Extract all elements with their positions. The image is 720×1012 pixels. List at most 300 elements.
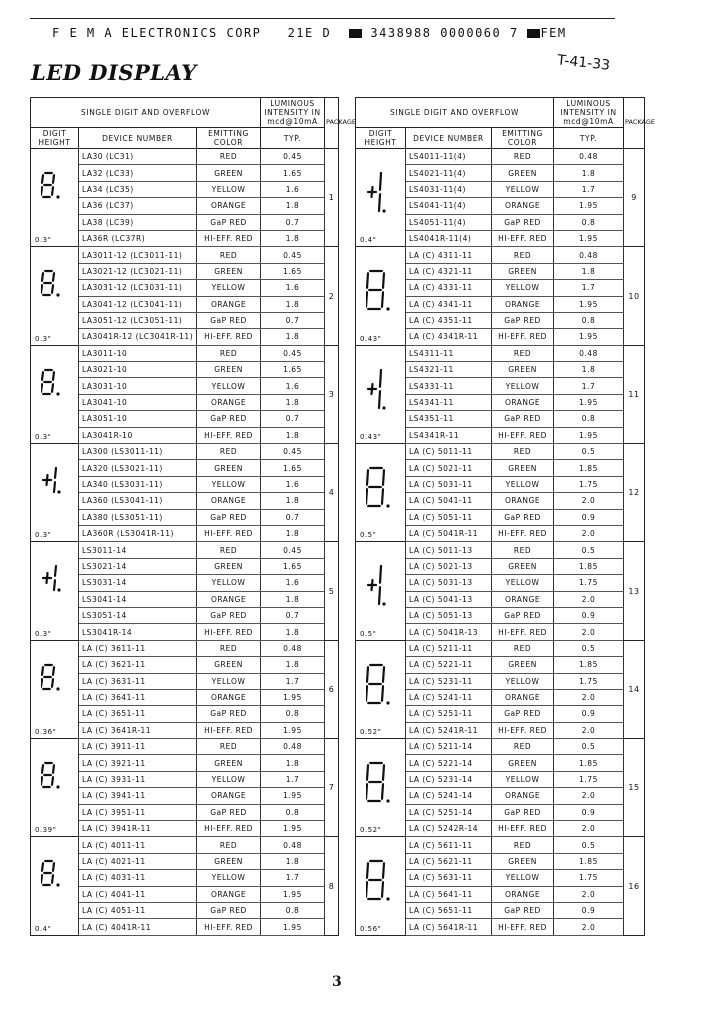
luminous-typ-cell: 0.9 (554, 706, 624, 722)
emitting-color-cell: RED (492, 837, 554, 853)
luminous-typ-cell: 1.85 (554, 558, 624, 574)
luminous-typ-cell: 1.65 (261, 362, 325, 378)
emitting-color-cell: YELLOW (197, 771, 261, 787)
header-fem-code: FEM (540, 26, 567, 40)
luminous-typ-cell: 0.8 (261, 804, 325, 820)
luminous-typ-cell: 0.5 (554, 444, 624, 460)
emitting-color-cell: HI-EFF. RED (492, 821, 554, 837)
luminous-typ-cell: 0.48 (554, 149, 624, 165)
luminous-typ-cell: 1.95 (261, 788, 325, 804)
emitting-color-cell: HI-EFF. RED (197, 821, 261, 837)
luminous-typ-cell: 1.95 (554, 198, 624, 214)
luminous-typ-cell: 1.8 (261, 198, 325, 214)
luminous-typ-cell: 1.85 (554, 755, 624, 771)
emitting-color-cell: ORANGE (197, 394, 261, 410)
luminous-typ-cell: 0.7 (261, 214, 325, 230)
table-row (356, 444, 645, 460)
emitting-color-cell: GaP RED (492, 607, 554, 623)
luminous-header: LUMINOUS INTENSITY IN mcd@10mA (554, 98, 624, 128)
digit-height-value: 0.56" (360, 924, 382, 933)
package-number-cell: 9 (624, 149, 645, 247)
seven-segment-digit-icon (41, 663, 61, 691)
device-number-cell: LA (C) 5011-11 (406, 444, 492, 460)
digit-height-value: 0.3" (35, 531, 52, 540)
emitting-color-cell: RED (197, 542, 261, 558)
left-spec-table (30, 97, 357, 936)
package-number-cell: 7 (325, 739, 339, 837)
device-number-cell: LA (C) 4321-11 (406, 263, 492, 279)
device-number-cell: LA (C) 5211-14 (406, 739, 492, 755)
emitting-color-cell: GaP RED (197, 706, 261, 722)
emitting-color-cell: HI-EFF. RED (197, 525, 261, 541)
device-number-cell: LA (C) 5621-11 (406, 853, 492, 869)
luminous-typ-cell: 1.7 (261, 771, 325, 787)
device-number-cell: LS3051-14 (79, 607, 197, 623)
luminous-typ-cell: 1.6 (261, 575, 325, 591)
digit-height-value: 0.4" (360, 236, 377, 245)
device-number-cell: LA (C) 4031-11 (79, 870, 197, 886)
emitting-color-cell: ORANGE (197, 689, 261, 705)
device-number-cell: LA (C) 3931-11 (79, 771, 197, 787)
luminous-typ-cell: 1.8 (261, 296, 325, 312)
device-number-cell: LS4341-11 (406, 394, 492, 410)
device-number-cell: LA360 (LS3041-11) (79, 493, 197, 509)
luminous-typ-cell: 0.9 (554, 509, 624, 525)
luminous-typ-cell: 1.7 (261, 673, 325, 689)
package-header: PACKAGE (624, 98, 645, 149)
emitting-color-cell: YELLOW (492, 378, 554, 394)
luminous-typ-cell: 1.8 (261, 329, 325, 345)
emitting-color-cell: GREEN (492, 362, 554, 378)
device-number-cell: LA3041R-10 (79, 427, 197, 443)
luminous-typ-cell: 1.65 (261, 263, 325, 279)
device-number-cell: LA (C) 5221-11 (406, 657, 492, 673)
luminous-typ-cell: 0.45 (261, 542, 325, 558)
luminous-header: LUMINOUS INTENSITY IN mcd@10mA (261, 98, 325, 128)
device-number-cell: LA38 (LC39) (79, 214, 197, 230)
emitting-color-cell: ORANGE (197, 198, 261, 214)
luminous-typ-cell: 1.6 (261, 476, 325, 492)
plus-minus-one-overflow-icon (366, 368, 387, 410)
device-number-cell: LA (C) 5031-11 (406, 476, 492, 492)
emitting-color-cell: RED (197, 247, 261, 263)
emitting-color-cell: GREEN (492, 263, 554, 279)
luminous-typ-cell: 1.65 (261, 558, 325, 574)
luminous-typ-cell: 1.85 (554, 853, 624, 869)
header-code: 21E D (287, 26, 332, 40)
luminous-typ-cell: 1.95 (554, 230, 624, 246)
luminous-typ-cell: 0.45 (261, 345, 325, 361)
seven-segment-digit-icon (366, 466, 391, 508)
top-rule (30, 18, 615, 19)
emitting-color-cell: GREEN (197, 460, 261, 476)
luminous-typ-cell: 1.95 (261, 886, 325, 902)
seven-segment-digit-icon (366, 859, 391, 901)
handwritten-note: T-41-33 (556, 52, 611, 74)
table-row (356, 640, 645, 656)
luminous-typ-cell: 1.8 (261, 624, 325, 640)
emitting-color-cell: YELLOW (197, 673, 261, 689)
device-number-cell: LA (C) 3941R-11 (79, 821, 197, 837)
digit-height-value: 0.5" (360, 531, 377, 540)
emitting-color-cell: RED (197, 444, 261, 460)
emitting-color-cell: YELLOW (197, 280, 261, 296)
luminous-typ-cell: 1.7 (554, 280, 624, 296)
emitting-color-cell: GaP RED (492, 706, 554, 722)
device-number-cell: LA (C) 4341-11 (406, 296, 492, 312)
emitting-color-cell: GaP RED (492, 509, 554, 525)
device-number-cell: LS4051-11(4) (406, 214, 492, 230)
digit-height-value: 0.39" (35, 826, 57, 835)
table-row (356, 345, 645, 361)
luminous-typ-cell: 1.6 (261, 378, 325, 394)
luminous-typ-cell: 1.7 (554, 378, 624, 394)
emitting-color-cell: HI-EFF. RED (492, 624, 554, 640)
device-number-cell: LA36R (LC37R) (79, 230, 197, 246)
redaction-block (527, 29, 540, 38)
package-number-cell: 1 (325, 149, 339, 247)
digit-height-cell (356, 444, 406, 542)
table-row (356, 837, 645, 853)
device-number-cell: LS4351-11 (406, 411, 492, 427)
luminous-typ-cell: 0.48 (554, 247, 624, 263)
luminous-typ-cell: 1.95 (554, 427, 624, 443)
luminous-typ-cell: 0.48 (261, 739, 325, 755)
device-number-cell: LA (C) 4351-11 (406, 312, 492, 328)
device-number-cell: LA (C) 4051-11 (79, 902, 197, 918)
page-number: 3 (332, 974, 342, 990)
seven-segment-digit-icon (366, 269, 391, 311)
emitting-color-cell: RED (492, 247, 554, 263)
luminous-typ-cell: 1.75 (554, 575, 624, 591)
device-number-cell: LA (C) 3611-11 (79, 640, 197, 656)
luminous-typ-cell: 1.65 (261, 165, 325, 181)
emitting-color-cell: YELLOW (197, 870, 261, 886)
digit-height-value: 0.4" (35, 924, 52, 933)
emitting-color-cell: RED (197, 345, 261, 361)
device-number-cell: LA (C) 5611-11 (406, 837, 492, 853)
luminous-typ-cell: 2.0 (554, 493, 624, 509)
device-number-cell: LS3021-14 (79, 558, 197, 574)
luminous-typ-cell: 1.8 (261, 853, 325, 869)
emitting-color-cell: RED (492, 739, 554, 755)
luminous-typ-cell: 2.0 (554, 886, 624, 902)
table-row (356, 542, 645, 558)
device-number-cell: LS4341R-11 (406, 427, 492, 443)
device-number-cell: LA (C) 4311-11 (406, 247, 492, 263)
luminous-typ-cell: 0.8 (554, 312, 624, 328)
device-number-cell: LA360R (LS3041R-11) (79, 525, 197, 541)
package-number-cell: 10 (624, 247, 645, 345)
luminous-typ-cell: 0.48 (261, 640, 325, 656)
emitting-color-cell: HI-EFF. RED (492, 329, 554, 345)
emitting-color-cell: GREEN (197, 558, 261, 574)
seven-segment-digit-icon (41, 761, 61, 789)
luminous-typ-cell: 1.8 (554, 263, 624, 279)
digit-height-cell (356, 345, 406, 443)
device-number-cell: LA36 (LC37) (79, 198, 197, 214)
emitting-color-cell: GREEN (492, 755, 554, 771)
emitting-color-cell: HI-EFF. RED (197, 722, 261, 738)
emitting-color-cell: HI-EFF. RED (492, 722, 554, 738)
device-number-cell: LA (C) 5011-13 (406, 542, 492, 558)
seven-segment-digit-icon (41, 269, 61, 297)
emitting-color-cell: GaP RED (492, 411, 554, 427)
digit-height-cell (31, 739, 79, 837)
luminous-typ-cell: 1.8 (261, 591, 325, 607)
device-number-cell: LA34 (LC35) (79, 181, 197, 197)
device-number-cell: LA (C) 5021-11 (406, 460, 492, 476)
luminous-typ-cell: 1.7 (261, 870, 325, 886)
luminous-typ-cell: 1.75 (554, 476, 624, 492)
device-number-cell: LA (C) 5051-13 (406, 607, 492, 623)
emitting-color-cell: GREEN (197, 362, 261, 378)
package-number-cell: 11 (624, 345, 645, 443)
device-number-cell: LA3031-12 (LC3031-11) (79, 280, 197, 296)
package-number-cell: 15 (624, 739, 645, 837)
luminous-typ-cell: 1.95 (261, 722, 325, 738)
device-number-cell: LA (C) 5241-14 (406, 788, 492, 804)
emitting-color-cell: ORANGE (197, 886, 261, 902)
device-number-cell: LA (C) 3911-11 (79, 739, 197, 755)
luminous-typ-cell: 0.45 (261, 149, 325, 165)
table-row (31, 542, 339, 558)
device-number-cell: LA3011-10 (79, 345, 197, 361)
device-number-cell: LA (C) 3641-11 (79, 689, 197, 705)
device-number-cell: LA (C) 5631-11 (406, 870, 492, 886)
digit-height-cell (356, 640, 406, 738)
device-number-header: DEVICE NUMBER (79, 128, 197, 149)
luminous-typ-cell: 1.8 (261, 493, 325, 509)
device-number-cell: LA (C) 3631-11 (79, 673, 197, 689)
table-row (31, 837, 339, 853)
emitting-color-cell: YELLOW (492, 476, 554, 492)
digit-height-cell (31, 247, 79, 345)
device-number-cell: LA3041-12 (LC3041-11) (79, 296, 197, 312)
package-number-cell: 16 (624, 837, 645, 935)
package-number-cell: 14 (624, 640, 645, 738)
luminous-typ-cell: 0.7 (261, 509, 325, 525)
luminous-typ-cell: 1.6 (261, 280, 325, 296)
luminous-typ-cell: 1.65 (261, 460, 325, 476)
digit-height-value: 0.43" (360, 334, 382, 343)
device-number-cell: LA (C) 4041-11 (79, 886, 197, 902)
device-number-cell: LA (C) 3651-11 (79, 706, 197, 722)
device-number-cell: LS3041R-14 (79, 624, 197, 640)
emitting-color-cell: GaP RED (197, 509, 261, 525)
table-row (31, 640, 339, 656)
digit-height-cell (31, 542, 79, 640)
luminous-typ-cell: 1.8 (261, 230, 325, 246)
emitting-color-cell: GaP RED (197, 411, 261, 427)
emitting-color-cell: RED (492, 542, 554, 558)
device-number-cell: LS4041-11(4) (406, 198, 492, 214)
digit-height-value: 0.52" (360, 826, 382, 835)
device-number-cell: LS3041-14 (79, 591, 197, 607)
device-number-cell: LA3041-10 (79, 394, 197, 410)
luminous-typ-cell: 1.8 (261, 755, 325, 771)
emitting-color-cell: HI-EFF. RED (197, 919, 261, 935)
digit-height-value: 0.43" (360, 433, 382, 442)
company-name: F E M A ELECTRONICS CORP (52, 26, 262, 40)
device-number-cell: LA (C) 4341R-11 (406, 329, 492, 345)
digit-height-cell (356, 739, 406, 837)
emitting-color-cell: GREEN (197, 165, 261, 181)
emitting-color-cell: YELLOW (492, 575, 554, 591)
luminous-typ-cell: 2.0 (554, 624, 624, 640)
luminous-typ-cell: 2.0 (554, 689, 624, 705)
emitting-color-header: EMITTING COLOR (492, 128, 554, 149)
luminous-typ-cell: 1.95 (554, 296, 624, 312)
package-number-cell: 2 (325, 247, 339, 345)
device-number-cell: LA (C) 5241R-11 (406, 722, 492, 738)
luminous-typ-cell: 0.5 (554, 739, 624, 755)
device-number-cell: LA (C) 5051-11 (406, 509, 492, 525)
device-number-cell: LA (C) 5221-14 (406, 755, 492, 771)
emitting-color-cell: GREEN (197, 263, 261, 279)
emitting-color-cell: GaP RED (492, 804, 554, 820)
luminous-typ-cell: 1.75 (554, 771, 624, 787)
digit-height-value: 0.52" (360, 728, 382, 737)
device-number-cell: LA340 (LS3031-11) (79, 476, 197, 492)
luminous-typ-cell: 0.5 (554, 542, 624, 558)
luminous-typ-cell: 1.85 (554, 460, 624, 476)
emitting-color-header: EMITTING COLOR (197, 128, 261, 149)
emitting-color-cell: RED (197, 149, 261, 165)
device-number-cell: LS4031-11(4) (406, 181, 492, 197)
table-row (31, 149, 339, 165)
emitting-color-cell: HI-EFF. RED (197, 427, 261, 443)
emitting-color-cell: RED (197, 837, 261, 853)
luminous-typ-cell: 0.8 (261, 902, 325, 918)
luminous-typ-cell: 0.7 (261, 411, 325, 427)
luminous-typ-cell: 0.5 (554, 640, 624, 656)
emitting-color-cell: YELLOW (197, 476, 261, 492)
table-row (31, 739, 339, 755)
digit-height-cell (356, 149, 406, 247)
emitting-color-cell: RED (492, 345, 554, 361)
luminous-typ-cell: 0.7 (261, 607, 325, 623)
seven-segment-digit-icon (366, 761, 391, 803)
seven-segment-digit-icon (41, 859, 61, 887)
emitting-color-cell: GREEN (197, 657, 261, 673)
emitting-color-cell: GaP RED (197, 902, 261, 918)
package-number-cell: 5 (325, 542, 339, 640)
device-number-cell: LS3011-14 (79, 542, 197, 558)
device-number-cell: LA (C) 5641-11 (406, 886, 492, 902)
emitting-color-cell: YELLOW (197, 575, 261, 591)
plus-minus-one-overflow-icon (366, 171, 387, 213)
device-number-cell: LA (C) 3941-11 (79, 788, 197, 804)
luminous-typ-cell: 0.5 (554, 837, 624, 853)
luminous-typ-cell: 1.8 (554, 362, 624, 378)
device-number-cell: LS4011-11(4) (406, 149, 492, 165)
device-number-cell: LA (C) 3621-11 (79, 657, 197, 673)
digit-height-value: 0.5" (360, 629, 377, 638)
device-number-cell: LA (C) 5641R-11 (406, 919, 492, 935)
device-number-cell: LS4331-11 (406, 378, 492, 394)
emitting-color-cell: RED (197, 739, 261, 755)
device-number-cell: LA (C) 4041R-11 (79, 919, 197, 935)
emitting-color-cell: ORANGE (492, 788, 554, 804)
emitting-color-cell: ORANGE (197, 493, 261, 509)
digit-height-cell (31, 345, 79, 443)
digit-height-cell (356, 247, 406, 345)
table-row (31, 345, 339, 361)
emitting-color-cell: HI-EFF. RED (197, 624, 261, 640)
device-number-cell: LS4041R-11(4) (406, 230, 492, 246)
device-number-cell: LA3041R-12 (LC3041R-11) (79, 329, 197, 345)
digit-height-value: 0.3" (35, 334, 52, 343)
page-title: LED DISPLAY (31, 60, 197, 85)
table-row (356, 739, 645, 755)
luminous-typ-cell: 1.7 (554, 181, 624, 197)
luminous-typ-cell: 0.8 (554, 214, 624, 230)
device-number-cell: LA (C) 5651-11 (406, 902, 492, 918)
emitting-color-cell: YELLOW (197, 378, 261, 394)
emitting-color-cell: HI-EFF. RED (492, 230, 554, 246)
package-header: PACKAGE (325, 98, 339, 149)
seven-segment-digit-icon (41, 368, 61, 396)
package-number-cell: 4 (325, 444, 339, 542)
table-row (31, 444, 339, 460)
luminous-typ-cell: 1.8 (554, 165, 624, 181)
luminous-typ-cell: 1.95 (261, 689, 325, 705)
emitting-color-cell: YELLOW (492, 771, 554, 787)
emitting-color-cell: GREEN (492, 460, 554, 476)
device-number-cell: LS4321-11 (406, 362, 492, 378)
device-number-cell: LA (C) 5241-11 (406, 689, 492, 705)
device-number-cell: LA (C) 5021-13 (406, 558, 492, 574)
typ-header: TYP. (261, 128, 325, 149)
luminous-typ-cell: 1.85 (554, 657, 624, 673)
digit-height-cell (356, 542, 406, 640)
emitting-color-cell: ORANGE (492, 886, 554, 902)
package-number-cell: 12 (624, 444, 645, 542)
luminous-typ-cell: 1.6 (261, 181, 325, 197)
device-number-cell: LA (C) 5231-14 (406, 771, 492, 787)
table-row (31, 247, 339, 263)
luminous-typ-cell: 1.75 (554, 673, 624, 689)
luminous-typ-cell: 1.8 (261, 525, 325, 541)
luminous-typ-cell: 0.9 (554, 804, 624, 820)
emitting-color-cell: ORANGE (492, 591, 554, 607)
luminous-typ-cell: 0.8 (554, 411, 624, 427)
emitting-color-cell: HI-EFF. RED (492, 525, 554, 541)
device-number-cell: LA3031-10 (79, 378, 197, 394)
device-number-header: DEVICE NUMBER (406, 128, 492, 149)
right-spec-table (355, 97, 656, 936)
luminous-typ-cell: 0.9 (554, 902, 624, 918)
device-number-cell: LA3021-12 (LC3021-11) (79, 263, 197, 279)
device-number-cell: LA3051-12 (LC3051-11) (79, 312, 197, 328)
emitting-color-cell: GREEN (492, 165, 554, 181)
digit-height-header: DIGIT HEIGHT (31, 128, 79, 149)
group-header: SINGLE DIGIT AND OVERFLOW (356, 98, 554, 128)
luminous-typ-cell: 0.9 (554, 607, 624, 623)
device-number-cell: LA (C) 5031-13 (406, 575, 492, 591)
left-table-body (31, 149, 339, 936)
right-table-body (356, 149, 645, 936)
plus-minus-one-overflow-icon (366, 564, 387, 606)
emitting-color-cell: GaP RED (492, 214, 554, 230)
table-row (356, 149, 645, 165)
emitting-color-cell: ORANGE (492, 198, 554, 214)
device-number-cell: LA (C) 5041-13 (406, 591, 492, 607)
device-number-cell: LA3021-10 (79, 362, 197, 378)
emitting-color-cell: HI-EFF. RED (492, 919, 554, 935)
digit-height-value: 0.36" (35, 728, 57, 737)
